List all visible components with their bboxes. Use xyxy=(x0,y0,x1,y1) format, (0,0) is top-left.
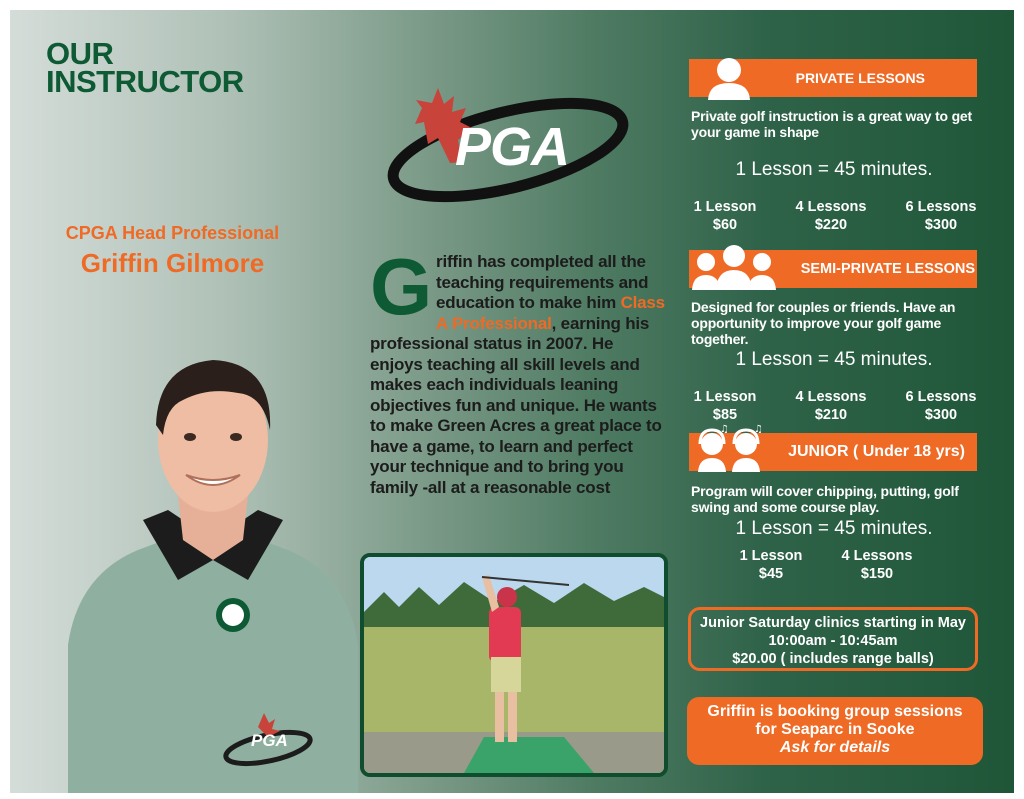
bio-text-2: , earning his professional status in 2007. He enjoys teaching all skill levels and makes each individuals leaning objectives fun and unique. He wants to make Green Acres a great place to have a game, to learn and perfect your technique and to bring you family -all at a reasonable cost xyxy=(370,313,662,497)
pga-logo-text: PGA xyxy=(455,117,570,177)
group-booking-box xyxy=(687,697,983,765)
junior-price-4: 4 Lessons $150 xyxy=(841,548,913,582)
instructor-role: CPGA Head Professional xyxy=(65,223,280,243)
private-price-4: 4 Lessons $220 xyxy=(795,199,867,233)
semi-private-duration: 1 Lesson = 45 minutes. xyxy=(735,349,933,370)
bio-dropcap: G xyxy=(370,242,433,331)
clinics-line-1: Junior Saturday clinics starting in May xyxy=(700,615,966,631)
private-lessons-description: Private golf instruction is a great way to get your game in shape xyxy=(691,108,972,140)
clinics-line-3: $20.00 ( includes range balls) xyxy=(732,651,934,667)
junior-clinics-box xyxy=(688,607,978,671)
title-line-2: INSTRUCTOR xyxy=(46,64,244,99)
page-title xyxy=(46,36,244,99)
bio-highlight: Class A Professional xyxy=(436,293,665,333)
semi-private-description: Designed for couples or friends. Have an opportunity to improve your golf game together. xyxy=(691,299,956,347)
private-price-6: 6 Lessons $300 xyxy=(905,199,977,233)
private-price-1: 1 Lesson $60 xyxy=(693,199,757,233)
booking-line-2: for Seaparc in Sooke xyxy=(755,721,915,738)
svg-text:♫: ♫ xyxy=(754,424,763,435)
booking-ask-details: Ask for details xyxy=(779,739,891,756)
semi-private-price-1: 1 Lesson $85 xyxy=(693,389,757,423)
sweater-pga-text: PGA xyxy=(251,731,288,750)
instructor-bio xyxy=(370,242,670,498)
bio-text-1: riffin has completed all the teaching requirements and education to make him xyxy=(436,252,649,312)
junior-duration: 1 Lesson = 45 minutes. xyxy=(735,518,933,539)
instructor-name: Griffin Gilmore xyxy=(80,248,265,278)
clinics-line-2: 10:00am - 10:45am xyxy=(768,633,898,649)
semi-private-price-6: 6 Lessons $300 xyxy=(905,389,977,423)
svg-text:♫: ♫ xyxy=(720,424,729,435)
junior-description: Program will cover chipping, putting, golf swing and some course play. xyxy=(691,483,959,515)
headphones-kids-icon xyxy=(690,422,770,472)
title-line-1: OUR xyxy=(46,36,114,71)
person-icon xyxy=(705,55,753,100)
semi-private-price-4: 4 Lessons $210 xyxy=(795,389,867,423)
golf-range-photo xyxy=(360,553,668,777)
booking-line-1: Griffin is booking group sessions xyxy=(707,703,963,720)
lessons-poster xyxy=(10,10,1014,793)
junior-price-1: 1 Lesson $45 xyxy=(739,548,803,582)
junior-title: JUNIOR ( Under 18 yrs) xyxy=(788,443,965,460)
group-icon xyxy=(690,244,778,290)
private-lessons-duration: 1 Lesson = 45 minutes. xyxy=(735,159,933,180)
instructor-portrait xyxy=(68,345,358,793)
private-lessons-title: PRIVATE LESSONS xyxy=(795,70,925,86)
semi-private-title: SEMI-PRIVATE LESSONS xyxy=(800,261,975,277)
